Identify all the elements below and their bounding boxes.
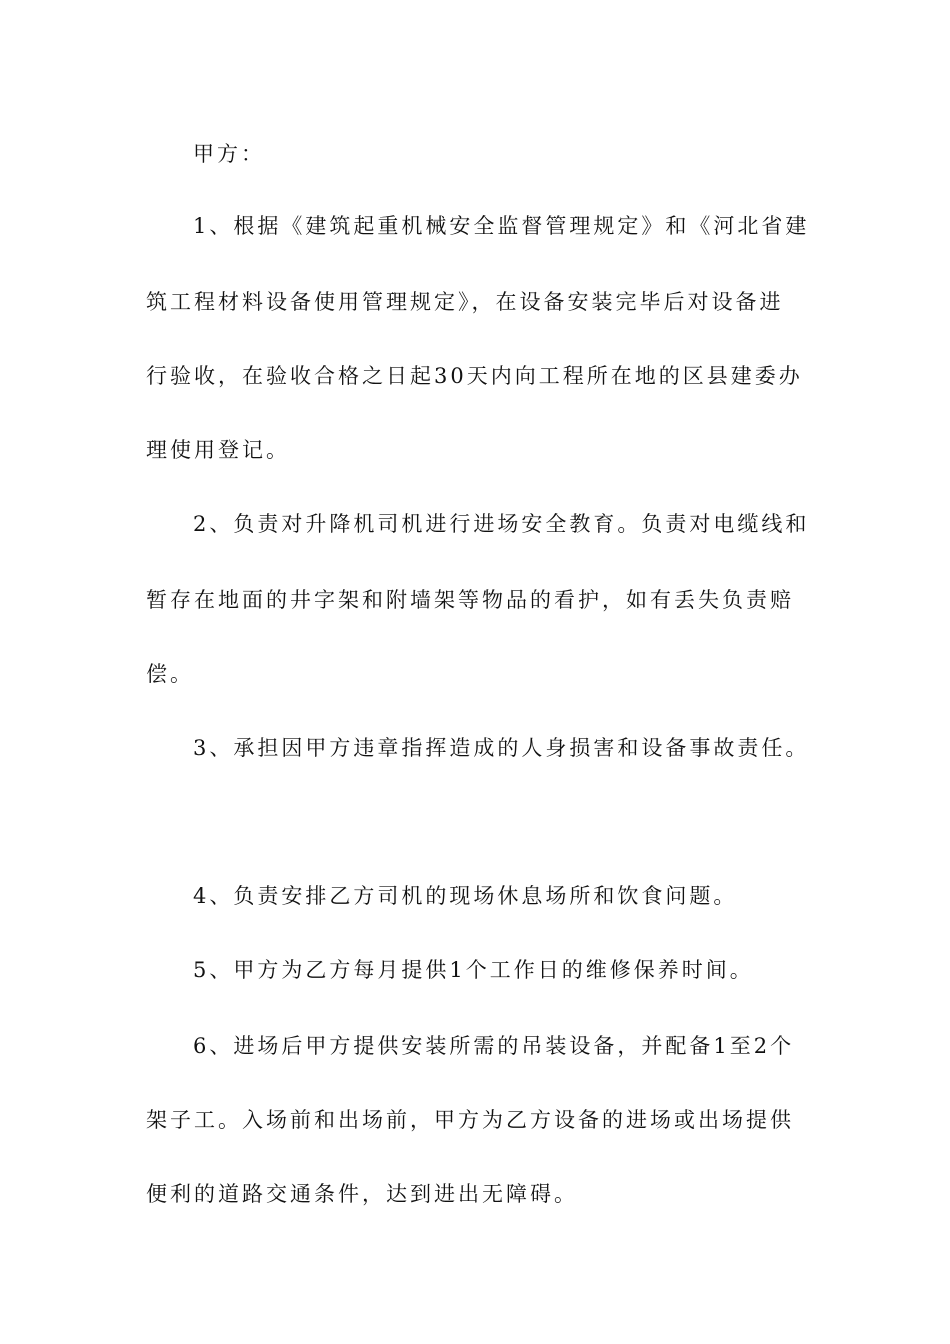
clause-2-line-3: 偿。: [146, 662, 194, 686]
party-a-heading: 甲方：: [193, 142, 265, 166]
clause-5-line-1: 5、甲方为乙方每月提供1个工作日的维修保养时间。: [193, 958, 754, 982]
clause-1-line-4: 理使用登记。: [146, 438, 290, 462]
clause-1-line-3: 行验收，在验收合格之日起30天内向工程所在地的区县建委办: [146, 364, 803, 388]
clause-1-line-1: 1、根据《建筑起重机械安全监督管理规定》和《河北省建: [193, 214, 810, 238]
clause-2-line-1: 2、负责对升降机司机进行进场安全教育。负责对电缆线和: [193, 512, 810, 536]
clause-3-line-1: 3、承担因甲方违章指挥造成的人身损害和设备事故责任。: [193, 736, 810, 760]
clause-2-line-2: 暂存在地面的井字架和附墙架等物品的看护，如有丢失负责赔: [146, 588, 794, 612]
clause-1-line-2: 筑工程材料设备使用管理规定》，在设备安装完毕后对设备进: [146, 290, 784, 314]
clause-4-line-1: 4、负责安排乙方司机的现场休息场所和饮食问题。: [193, 884, 738, 908]
clause-6-line-3: 便利的道路交通条件，达到进出无障碍。: [146, 1182, 578, 1206]
clause-6-line-1: 6、进场后甲方提供安装所需的吊装设备，并配备1至2个: [193, 1034, 795, 1058]
clause-6-line-2: 架子工。入场前和出场前，甲方为乙方设备的进场或出场提供: [146, 1108, 794, 1132]
